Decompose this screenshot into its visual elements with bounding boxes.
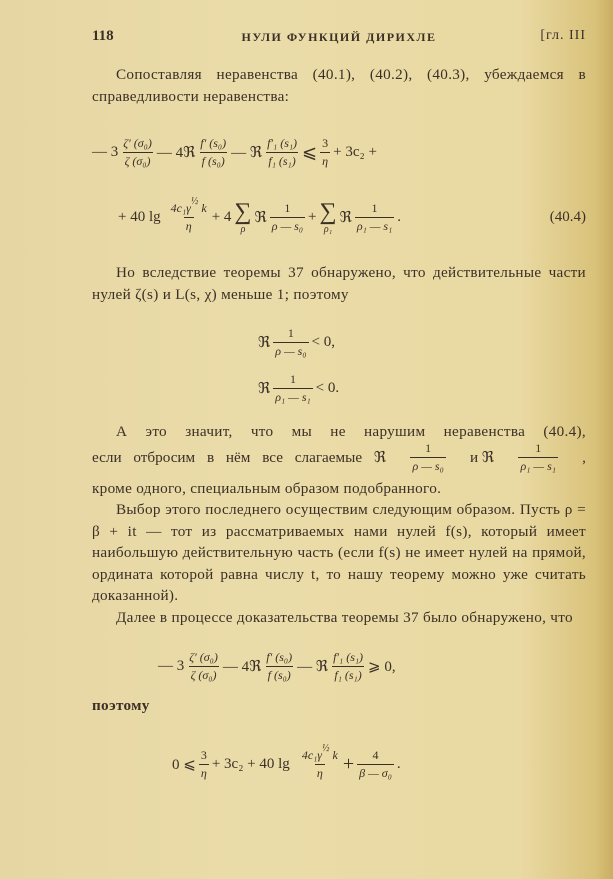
numerator: 1 (284, 201, 291, 215)
eq-term: + 4 (211, 209, 232, 225)
paragraph-4: Выбор этого последнего осуществим следующим образом. Пусть ρ = β + it — тот из рассматриваемых нами нулей f(s), который имеет наибольшую действительную часть (если f(s) не имеет нулей на прямой, ордината которой равна числу t, то нашу теорему можно уже считать доказанной). (92, 501, 586, 605)
sum-index: ρ₁ (323, 224, 333, 235)
text: если отбросим в нём все слагаемые ℜ (92, 449, 387, 466)
page-number: 118 (92, 28, 114, 44)
denominator: f₁ (s₁) (334, 668, 362, 682)
numerator: 3 (322, 136, 329, 150)
equation-6 (172, 743, 401, 781)
denominator: ζ (σ₀) (124, 154, 151, 168)
exponent: ½ (190, 196, 199, 207)
equation-4 (258, 372, 339, 405)
fraction (169, 196, 209, 234)
eq-term: + (342, 753, 355, 775)
numerator: 1 (371, 201, 378, 215)
equation-5 (158, 650, 396, 683)
fraction (121, 136, 154, 169)
fraction (273, 326, 308, 359)
eq-term: — 4ℜ (156, 145, 196, 161)
paragraph-2: Но вследствие теоремы 37 обнаружено, что действительные части нулей ζ(s) и L(s, χ) меньше 1; поэтому (92, 264, 586, 303)
paragraph-3-line-3: кроме одного, специальным образом подобранного. (92, 480, 442, 497)
fraction (265, 136, 299, 169)
denominator: ρ₁ — s₁ (520, 459, 556, 473)
fraction (518, 441, 557, 474)
real-part: ℜ (254, 210, 267, 226)
fraction (410, 441, 445, 474)
numerator: 1 (287, 326, 294, 340)
numerator: f′₁ (s₁) (267, 136, 298, 150)
sum-index: ρ (240, 224, 246, 235)
eq-term: — ℜ (231, 145, 263, 161)
numerator: 4 (372, 748, 379, 762)
paragraph-3-line-2 (92, 441, 586, 474)
paragraph-5: Далее в процессе доказательства теоремы 37 было обнаружено, что (116, 609, 573, 626)
fraction (198, 136, 228, 169)
eq-term: + 3c₂ + (333, 144, 377, 160)
numerator-k: k (332, 748, 338, 762)
denominator: f (s₀) (267, 668, 291, 682)
text: , (582, 448, 586, 466)
fraction (273, 372, 312, 405)
exponent: ½ (322, 743, 330, 754)
eq-term: 0 ⩽ (172, 757, 196, 773)
fraction (357, 748, 394, 781)
fraction (331, 650, 365, 683)
numerator: f′₁ (s₁) (333, 650, 364, 664)
text: и ℜ (469, 449, 495, 466)
fraction (187, 650, 220, 683)
eq-term: + 40 lg (118, 209, 161, 225)
eq-term: ⩽ (302, 142, 318, 162)
eq-term: . (396, 756, 401, 772)
numerator (300, 743, 340, 764)
denominator: f₁ (s₁) (268, 154, 296, 168)
denominator: η (200, 766, 207, 780)
denominator: β — σ₀ (359, 766, 392, 780)
numerator: ζ′ (σ₀) (123, 136, 152, 150)
fraction (199, 748, 209, 781)
denominator: ρ₁ — s₁ (275, 390, 311, 404)
sigma: ∑ (234, 199, 252, 225)
numerator: 3 (200, 748, 207, 762)
paragraph-1: Сопоставляя неравенства (40.1), (40.2), (40.3), убеждаемся в справедливости неравенства: (92, 66, 586, 105)
eq-term: + 3c₂ + 40 lg (211, 756, 290, 772)
equation-number: (40.4) (549, 209, 586, 225)
eq-term: — 4ℜ (222, 659, 262, 675)
chapter-label: [гл. III (540, 28, 586, 43)
eq-term: — 3 (92, 144, 119, 160)
numerator-k: k (201, 201, 207, 215)
numerator: 1 (535, 441, 542, 455)
paragraph-6: поэтому (92, 697, 150, 714)
equation-2 (118, 196, 586, 235)
eq-term: ⩾ 0, (368, 659, 396, 675)
numerator: 1 (425, 441, 432, 455)
numerator: ζ′ (σ₀) (189, 650, 218, 664)
fraction (355, 201, 394, 234)
eq-term: — ℜ (297, 659, 329, 675)
eq-term: . (397, 209, 402, 225)
denominator: ρ — s₀ (271, 219, 304, 233)
numerator (169, 196, 209, 217)
fraction (264, 650, 294, 683)
fraction (300, 743, 340, 781)
denominator: η (185, 219, 192, 233)
denominator: η (322, 154, 329, 168)
eq-term: — 3 (158, 658, 185, 674)
denominator: ρ₁ — s₁ (356, 219, 393, 233)
sigma: ∑ (319, 199, 337, 225)
denominator: η (316, 766, 323, 780)
eq-term: + (308, 209, 317, 225)
page-header (92, 28, 586, 48)
paragraph-3-line-1: А это значит, что мы не нарушим неравенства (40.4), (116, 423, 586, 440)
real-part: ℜ (258, 335, 271, 351)
real-part: ℜ (258, 381, 271, 397)
equation-1 (92, 136, 377, 169)
numerator: 1 (289, 372, 296, 386)
sum-sign (234, 200, 251, 235)
numerator-base: 4c₁γ (301, 748, 323, 762)
sum-sign (320, 200, 337, 235)
fraction (270, 201, 305, 234)
denominator: ρ — s₀ (275, 344, 307, 358)
running-title: НУЛИ ФУНКЦИЙ ДИРИХЛЕ (241, 30, 437, 44)
denominator: ρ — s₀ (412, 459, 444, 473)
equation-3 (258, 326, 335, 359)
numerator: f′ (s₀) (266, 650, 293, 664)
eq-term: < 0, (311, 334, 335, 350)
denominator: ζ (σ₀) (190, 668, 217, 682)
fraction (320, 136, 330, 169)
numerator: f′ (s₀) (200, 136, 227, 150)
real-part: ℜ (339, 210, 352, 226)
numerator-base: 4c₁γ (170, 201, 191, 215)
eq-term: < 0. (315, 380, 340, 396)
denominator: f (s₀) (201, 154, 225, 168)
